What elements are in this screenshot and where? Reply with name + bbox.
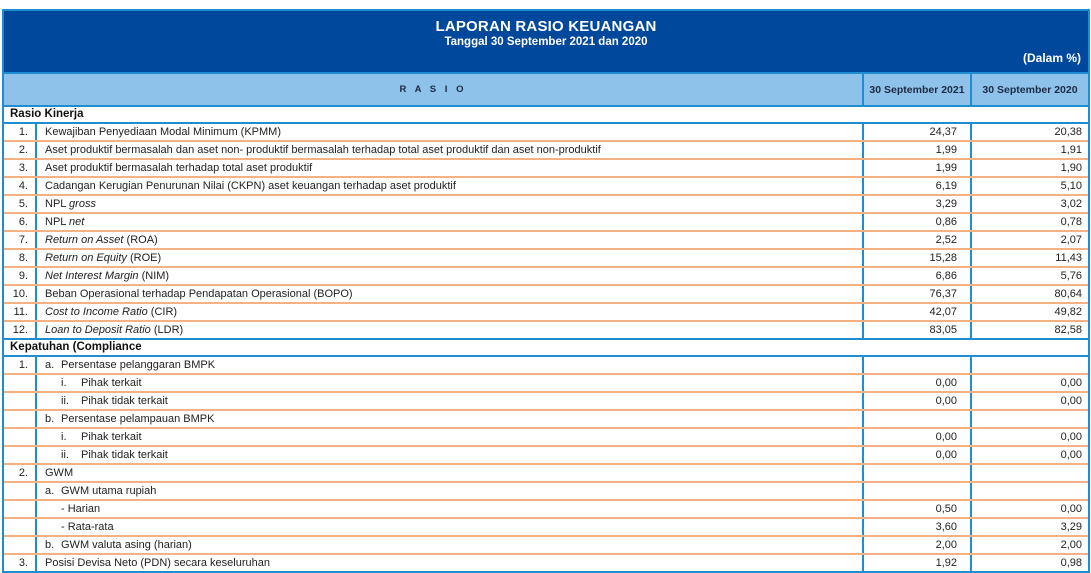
row-number-text: 10. xyxy=(12,288,28,300)
row-label xyxy=(37,429,862,445)
table-row xyxy=(4,176,1088,194)
label-text: Aset produktif bermasalah dan aset non- produktif bermasalah terhadap total aset produktif dan aset non-produktif xyxy=(45,144,601,156)
table-row xyxy=(4,194,1088,212)
row-number xyxy=(4,124,37,140)
row-number xyxy=(4,214,37,230)
list-marker: i. xyxy=(61,431,67,443)
value-2020: 49,82 xyxy=(970,304,1088,320)
value-2020: 3,29 xyxy=(970,519,1088,535)
row-number-text: 2. xyxy=(18,144,28,156)
label-content xyxy=(45,485,156,497)
label-text: Pihak tidak terkait xyxy=(81,395,168,407)
table-row xyxy=(4,553,1088,571)
value-2020: 20,38 xyxy=(970,124,1088,140)
label-suffix-text: (NIM) xyxy=(138,270,170,282)
row-label xyxy=(37,357,862,373)
row-label xyxy=(37,519,862,535)
row-label xyxy=(37,555,862,571)
section-rasio-kinerja: Rasio Kinerja xyxy=(10,108,84,120)
value-2021: 0,00 xyxy=(862,429,970,445)
row-number xyxy=(4,555,37,571)
value-2020: 0,00 xyxy=(970,501,1088,517)
row-number xyxy=(4,268,37,284)
value-2021: 15,28 xyxy=(862,250,970,266)
value-2020: 5,10 xyxy=(970,178,1088,194)
value-2020: 3,02 xyxy=(970,196,1088,212)
table-row xyxy=(4,517,1088,535)
row-label xyxy=(37,393,862,409)
column-header-row xyxy=(4,74,1088,107)
report-subtitle: Tanggal 30 September 2021 dan 2020 xyxy=(444,36,648,48)
value-2021: 0,00 xyxy=(862,447,970,463)
value-2021: 1,99 xyxy=(862,142,970,158)
label-italic-text: Loan to Deposit Ratio xyxy=(45,324,151,336)
value-2021: 42,07 xyxy=(862,304,970,320)
label-content xyxy=(45,359,215,371)
row-label xyxy=(37,232,862,248)
label-suffix-text: (ROE) xyxy=(126,252,162,264)
value-2020: 1,90 xyxy=(970,160,1088,176)
report-title: LAPORAN RASIO KEUANGAN xyxy=(435,18,657,35)
value-2020: 5,76 xyxy=(970,268,1088,284)
row-number-text: 5. xyxy=(18,198,28,210)
label-content xyxy=(45,539,192,551)
label-content xyxy=(45,467,73,479)
row-number xyxy=(4,160,37,176)
value-2020 xyxy=(970,483,1088,499)
table-row xyxy=(4,284,1088,302)
table-row xyxy=(4,409,1088,427)
table-row xyxy=(4,140,1088,158)
table-row xyxy=(4,373,1088,391)
label-content xyxy=(45,521,114,533)
row-number xyxy=(4,142,37,158)
value-2021 xyxy=(862,411,970,427)
value-2020: 0,00 xyxy=(970,393,1088,409)
row-label xyxy=(37,142,862,158)
row-label xyxy=(37,304,862,320)
value-2021: 0,00 xyxy=(862,375,970,391)
row-number xyxy=(4,375,37,391)
row-number-text: 3. xyxy=(18,162,28,174)
row-number xyxy=(4,250,37,266)
column-header-2021: 30 September 2021 xyxy=(862,74,970,105)
label-text: Pihak terkait xyxy=(81,431,142,443)
column-header-2020: 30 September 2020 xyxy=(970,74,1088,105)
row-number xyxy=(4,465,37,481)
row-number xyxy=(4,304,37,320)
label-suffix-text: (ROA) xyxy=(123,234,158,246)
row-number-text: 7. xyxy=(18,234,28,246)
row-label xyxy=(37,214,862,230)
row-number xyxy=(4,357,37,373)
table-row xyxy=(4,266,1088,284)
value-2021: 6,86 xyxy=(862,268,970,284)
table-row xyxy=(4,212,1088,230)
row-label xyxy=(37,160,862,176)
row-label xyxy=(37,375,862,391)
table-row xyxy=(4,320,1088,338)
label-text: Kewajiban Penyediaan Modal Minimum (KPMM) xyxy=(45,126,281,138)
row-label xyxy=(37,250,862,266)
row-label xyxy=(37,322,862,338)
row-number-text: 8. xyxy=(18,252,28,264)
label-text: GWM valuta asing (harian) xyxy=(61,539,192,551)
label-suffix-text: (LDR) xyxy=(150,324,184,336)
row-number xyxy=(4,196,37,212)
table-row xyxy=(4,302,1088,320)
table-row xyxy=(4,463,1088,481)
label-text: - Rata-rata xyxy=(61,521,114,533)
row-number xyxy=(4,178,37,194)
table-row xyxy=(4,481,1088,499)
value-2021 xyxy=(862,357,970,373)
row-number-text: 1. xyxy=(18,126,28,138)
financial-ratio-report-table xyxy=(2,9,1090,573)
label-content xyxy=(45,377,142,389)
label-text: NPL xyxy=(45,198,70,210)
table-row xyxy=(4,427,1088,445)
label-text: Cadangan Kerugian Penurunan Nilai (CKPN) aset keuangan terhadap aset produktif xyxy=(45,180,456,192)
label-text: Persentase pelampauan BMPK xyxy=(61,413,215,425)
label-italic-text: Net Interest Margin xyxy=(45,270,139,282)
value-2021: 2,00 xyxy=(862,537,970,553)
value-2020: 0,00 xyxy=(970,429,1088,445)
value-2021: 76,37 xyxy=(862,286,970,302)
list-marker: a. xyxy=(45,485,55,497)
label-italic-text: Return on Asset xyxy=(45,234,124,246)
row-number xyxy=(4,501,37,517)
value-2020 xyxy=(970,357,1088,373)
label-text: Posisi Devisa Neto (PDN) secara keseluruhan xyxy=(45,557,270,569)
label-text: Pihak terkait xyxy=(81,377,142,389)
row-label xyxy=(37,196,862,212)
label-italic-text: Return on Equity xyxy=(45,252,127,264)
row-label xyxy=(37,124,862,140)
label-text: NPL xyxy=(45,216,70,228)
value-2020: 11,43 xyxy=(970,250,1088,266)
row-number xyxy=(4,322,37,338)
row-number xyxy=(4,519,37,535)
table-row xyxy=(4,158,1088,176)
label-text: GWM utama rupiah xyxy=(61,485,157,497)
value-2020: 2,07 xyxy=(970,232,1088,248)
row-number-text: 6. xyxy=(18,216,28,228)
value-2020: 1,91 xyxy=(970,142,1088,158)
label-content xyxy=(45,449,168,461)
value-2021: 3,29 xyxy=(862,196,970,212)
list-marker: b. xyxy=(45,539,55,551)
value-2021: 83,05 xyxy=(862,322,970,338)
label-content xyxy=(45,413,214,425)
label-italic-text: gross xyxy=(69,198,96,210)
value-2021: 0,50 xyxy=(862,501,970,517)
row-label xyxy=(37,447,862,463)
list-marker: i. xyxy=(61,377,67,389)
label-content xyxy=(45,395,168,407)
value-2020 xyxy=(970,411,1088,427)
row-number-text: 9. xyxy=(18,270,28,282)
row-number xyxy=(4,286,37,302)
label-italic-text: net xyxy=(69,216,85,228)
row-number-text: 11. xyxy=(13,306,28,318)
value-2021: 6,19 xyxy=(862,178,970,194)
table-row xyxy=(4,535,1088,553)
row-number xyxy=(4,393,37,409)
table-row xyxy=(4,445,1088,463)
value-2020: 2,00 xyxy=(970,537,1088,553)
row-label xyxy=(37,286,862,302)
row-label xyxy=(37,501,862,517)
report-header xyxy=(4,11,1088,74)
kinerja-rows xyxy=(4,122,1088,338)
row-number xyxy=(4,232,37,248)
row-number-text: 2. xyxy=(18,467,28,479)
label-text: Persentase pelanggaran BMPK xyxy=(61,359,216,371)
value-2020: 0,78 xyxy=(970,214,1088,230)
section-kepatuhan: Kepatuhan (Compliance xyxy=(4,338,1088,355)
row-label xyxy=(37,178,862,194)
value-2021: 3,60 xyxy=(862,519,970,535)
label-content xyxy=(45,503,100,515)
row-number xyxy=(4,411,37,427)
table-row xyxy=(4,230,1088,248)
label-text: - Harian xyxy=(61,503,101,515)
row-label xyxy=(37,465,862,481)
value-2021: 2,52 xyxy=(862,232,970,248)
table-row xyxy=(4,122,1088,140)
unit-label: (Dalam %) xyxy=(1022,51,1081,65)
label-italic-text: Cost to Income Ratio xyxy=(45,306,148,318)
value-2020: 80,64 xyxy=(970,286,1088,302)
value-2020: 0,00 xyxy=(970,375,1088,391)
value-2021: 1,92 xyxy=(862,555,970,571)
value-2021: 1,99 xyxy=(862,160,970,176)
value-2020: 82,58 xyxy=(970,322,1088,338)
row-number-text: 3. xyxy=(18,557,28,569)
value-2020: 0,98 xyxy=(970,555,1088,571)
row-number xyxy=(4,483,37,499)
table-row xyxy=(4,391,1088,409)
label-content xyxy=(45,431,142,443)
kepatuhan-rows xyxy=(4,355,1088,571)
column-header-rasio: R A S I O xyxy=(399,84,467,95)
value-2021: 24,37 xyxy=(862,124,970,140)
table-row xyxy=(4,499,1088,517)
table-row xyxy=(4,248,1088,266)
table-row xyxy=(4,355,1088,373)
row-number xyxy=(4,429,37,445)
value-2021: 0,00 xyxy=(862,393,970,409)
value-2021 xyxy=(862,465,970,481)
row-label xyxy=(37,537,862,553)
row-number-text: 12. xyxy=(12,324,28,336)
value-2021: 0,86 xyxy=(862,214,970,230)
row-number-text: 1. xyxy=(18,359,28,371)
list-marker: b. xyxy=(45,413,55,425)
label-suffix-text: (CIR) xyxy=(147,306,178,318)
row-label xyxy=(37,483,862,499)
row-label xyxy=(37,411,862,427)
row-number-text: 4. xyxy=(18,180,28,192)
list-marker: ii. xyxy=(61,449,69,461)
value-2020 xyxy=(970,465,1088,481)
list-marker: a. xyxy=(45,359,55,371)
label-text: GWM xyxy=(45,467,74,479)
row-number xyxy=(4,537,37,553)
value-2021 xyxy=(862,483,970,499)
row-number xyxy=(4,447,37,463)
label-text: Pihak tidak terkait xyxy=(81,449,168,461)
list-marker: ii. xyxy=(61,395,69,407)
label-text: Beban Operasional terhadap Pendapatan Operasional (BOPO) xyxy=(45,288,353,300)
value-2020: 0,00 xyxy=(970,447,1088,463)
row-label xyxy=(37,268,862,284)
label-text: Aset produktif bermasalah terhadap total aset produktif xyxy=(45,162,313,174)
